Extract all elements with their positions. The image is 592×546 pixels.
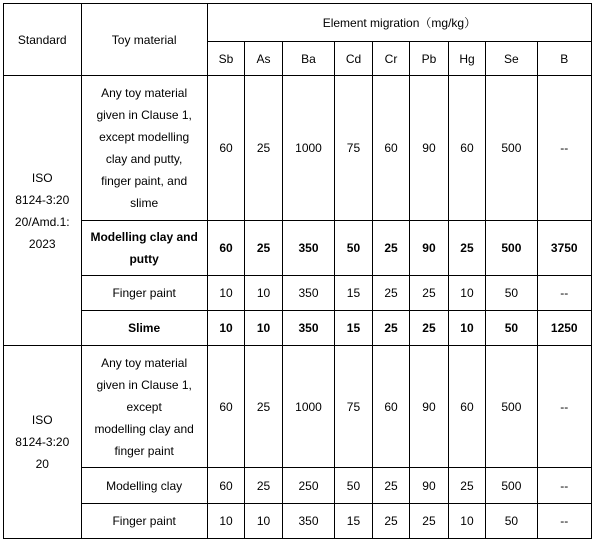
value-cell-sb: 10 <box>207 276 245 311</box>
table-row <box>4 504 592 539</box>
value-cell-se: 500 <box>486 346 537 468</box>
value-cell-cr: 60 <box>372 346 409 468</box>
value-cell-cr: 25 <box>372 504 409 539</box>
value-cell-sb: 10 <box>207 504 245 539</box>
material-cell: Any toy material given in Clause 1, except modelling clay and putty, finger paint, and slime <box>81 76 207 221</box>
value-cell-b: -- <box>537 504 591 539</box>
value-cell-ba: 350 <box>282 504 334 539</box>
value-cell-cd: 15 <box>335 504 373 539</box>
value-cell-b: 3750 <box>537 221 591 276</box>
header-row-top <box>4 4 592 42</box>
value-cell-hg: 60 <box>448 346 486 468</box>
value-cell-sb: 10 <box>207 311 245 346</box>
value-cell-as: 10 <box>245 311 283 346</box>
value-cell-sb: 60 <box>207 221 245 276</box>
header-element-hg: Hg <box>448 42 486 76</box>
value-cell-as: 25 <box>245 221 283 276</box>
material-cell: Modelling clay and putty <box>81 221 207 276</box>
material-cell: Slime <box>81 311 207 346</box>
value-cell-b: -- <box>537 468 591 504</box>
value-cell-as: 10 <box>245 276 283 311</box>
header-element-cd: Cd <box>335 42 373 76</box>
value-cell-hg: 60 <box>448 76 486 221</box>
value-cell-cd: 75 <box>335 76 373 221</box>
value-cell-b: -- <box>537 276 591 311</box>
value-cell-b: -- <box>537 76 591 221</box>
value-cell-hg: 25 <box>448 468 486 504</box>
material-cell: Finger paint <box>81 504 207 539</box>
value-cell-cd: 15 <box>335 311 373 346</box>
table-row <box>4 468 592 504</box>
header-standard: Standard <box>4 4 82 76</box>
header-element-pb: Pb <box>410 42 448 76</box>
value-cell-se: 500 <box>486 468 537 504</box>
header-element-migration: Element migration（mg/kg） <box>207 4 591 42</box>
value-cell-cr: 25 <box>372 276 409 311</box>
value-cell-se: 500 <box>486 221 537 276</box>
value-cell-as: 25 <box>245 76 283 221</box>
value-cell-cr: 25 <box>372 468 409 504</box>
value-cell-as: 25 <box>245 468 283 504</box>
header-element-ba: Ba <box>282 42 334 76</box>
value-cell-hg: 10 <box>448 504 486 539</box>
table-row <box>4 221 592 276</box>
value-cell-hg: 10 <box>448 311 486 346</box>
value-cell-se: 50 <box>486 276 537 311</box>
value-cell-cd: 75 <box>335 346 373 468</box>
value-cell-b: 1250 <box>537 311 591 346</box>
value-cell-ba: 350 <box>282 276 334 311</box>
value-cell-cr: 25 <box>372 311 409 346</box>
value-cell-pb: 90 <box>410 76 448 221</box>
value-cell-ba: 350 <box>282 221 334 276</box>
table-row <box>4 276 592 311</box>
value-cell-pb: 90 <box>410 468 448 504</box>
header-element-as: As <box>245 42 283 76</box>
table-row <box>4 311 592 346</box>
value-cell-hg: 10 <box>448 276 486 311</box>
value-cell-pb: 25 <box>410 311 448 346</box>
value-cell-se: 500 <box>486 76 537 221</box>
table-row <box>4 76 592 221</box>
value-cell-cd: 15 <box>335 276 373 311</box>
value-cell-cr: 60 <box>372 76 409 221</box>
standard-cell: ISO 8124-3:20 20 <box>4 346 82 539</box>
header-toy-material: Toy material <box>81 4 207 76</box>
header-element-b: B <box>537 42 591 76</box>
value-cell-pb: 25 <box>410 276 448 311</box>
value-cell-cr: 25 <box>372 221 409 276</box>
value-cell-b: -- <box>537 346 591 468</box>
standard-cell: ISO 8124-3:20 20/Amd.1: 2023 <box>4 76 82 346</box>
value-cell-sb: 60 <box>207 76 245 221</box>
value-cell-ba: 1000 <box>282 346 334 468</box>
material-cell: Any toy material given in Clause 1, except modelling clay and finger paint <box>81 346 207 468</box>
material-cell: Finger paint <box>81 276 207 311</box>
header-element-sb: Sb <box>207 42 245 76</box>
value-cell-cd: 50 <box>335 468 373 504</box>
migration-limits-table <box>3 3 592 539</box>
value-cell-pb: 90 <box>410 221 448 276</box>
material-cell: Modelling clay <box>81 468 207 504</box>
value-cell-ba: 350 <box>282 311 334 346</box>
value-cell-sb: 60 <box>207 346 245 468</box>
value-cell-pb: 90 <box>410 346 448 468</box>
value-cell-as: 25 <box>245 346 283 468</box>
header-element-cr: Cr <box>372 42 409 76</box>
table-row <box>4 346 592 468</box>
value-cell-se: 50 <box>486 311 537 346</box>
value-cell-hg: 25 <box>448 221 486 276</box>
header-element-se: Se <box>486 42 537 76</box>
value-cell-cd: 50 <box>335 221 373 276</box>
value-cell-ba: 1000 <box>282 76 334 221</box>
value-cell-sb: 60 <box>207 468 245 504</box>
value-cell-as: 10 <box>245 504 283 539</box>
value-cell-ba: 250 <box>282 468 334 504</box>
value-cell-pb: 25 <box>410 504 448 539</box>
value-cell-se: 50 <box>486 504 537 539</box>
